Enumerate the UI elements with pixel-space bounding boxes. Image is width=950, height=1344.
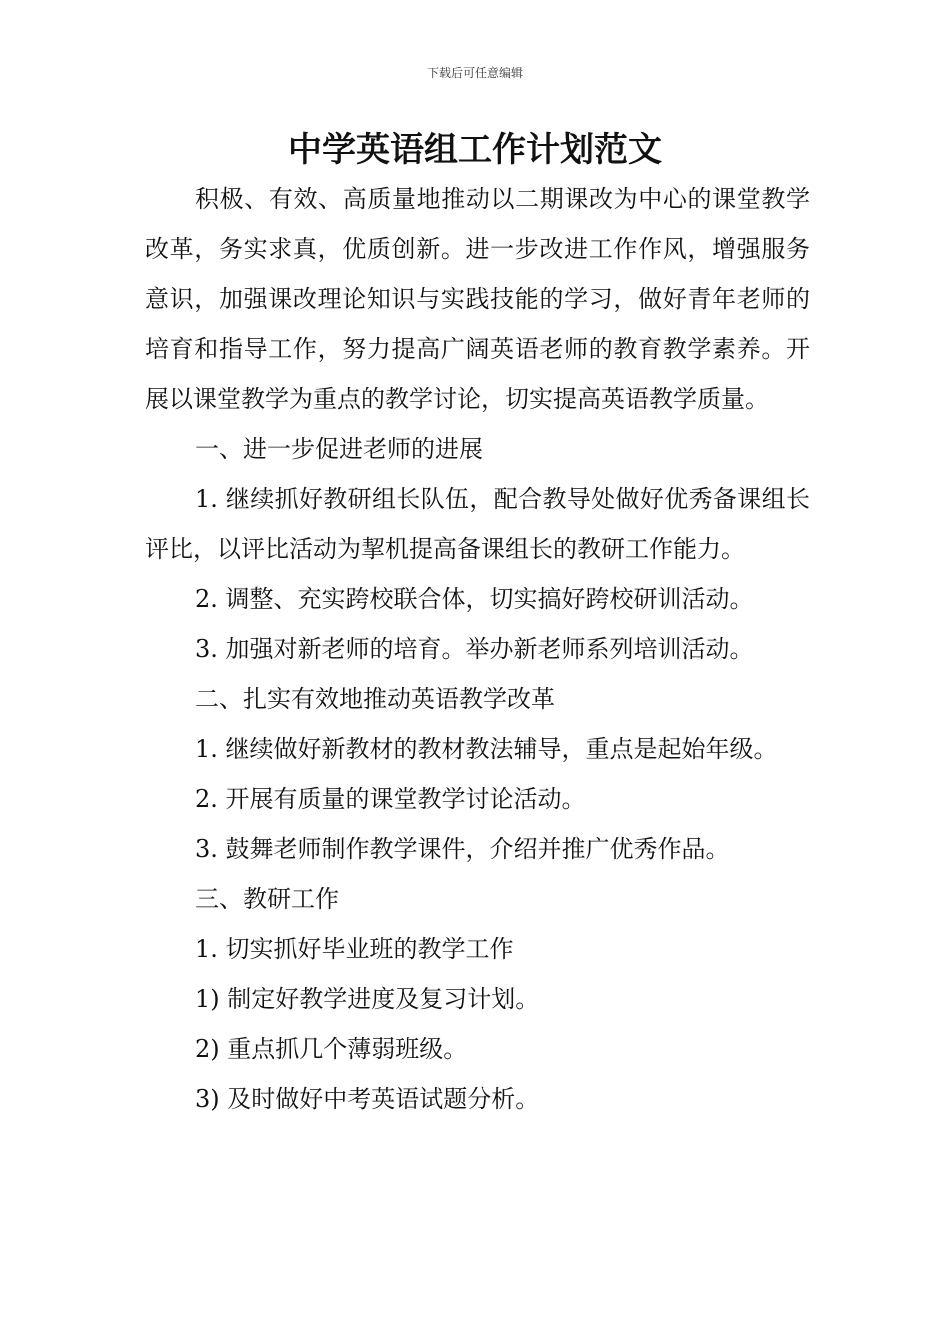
section1-item-1: 1. 继续抓好教研组长队伍，配合教导处做好优秀备课组长评比，以评比活动为挈机提高备课组长的教研工作能力。 (145, 485, 810, 563)
section3-subitem-3: 3) 及时做好中考英语试题分析。 (195, 1085, 540, 1113)
section-heading-3: 三、教研工作 (195, 885, 339, 913)
section3-subitem-2: 2) 重点抓几个薄弱班级。 (195, 1035, 468, 1063)
section1-item-2: 2. 调整、充实跨校联合体，切实搞好跨校研训活动。 (195, 585, 754, 613)
section2-item-3: 3. 鼓舞老师制作教学课件，介绍并推广优秀作品。 (195, 835, 730, 863)
section3-item-1: 1. 切实抓好毕业班的教学工作 (195, 935, 514, 963)
section2-item-1: 1. 继续做好新教材的教材教法辅导，重点是起始年级。 (195, 735, 778, 763)
document-title: 中学英语组工作计划范文 (288, 130, 662, 170)
section2-item-2: 2. 开展有质量的课堂教学讨论活动。 (195, 785, 586, 813)
section1-item-3: 3. 加强对新老师的培育。举办新老师系列培训活动。 (195, 635, 754, 663)
section-heading-1: 一、进一步促进老师的进展 (195, 435, 483, 463)
section-heading-2: 二、扎实有效地推动英语教学改革 (195, 685, 555, 713)
section3-subitem-1: 1) 制定好教学进度及复习计划。 (195, 985, 540, 1013)
header-note: 下载后可任意编辑 (426, 66, 523, 80)
intro-paragraph: 积极、有效、高质量地推动以二期课改为中心的课堂教学改革，务实求真，优质创新。进一步改进工作作风，增强服务意识，加强课改理论知识与实践技能的学习，做好青年老师的培育和指导工作，努力提高广阔英语老师的教育教学素养。开展以课堂教学为重点的教学讨论，切实提高英语教学质量。 (145, 185, 810, 413)
document-body (145, 174, 810, 1124)
